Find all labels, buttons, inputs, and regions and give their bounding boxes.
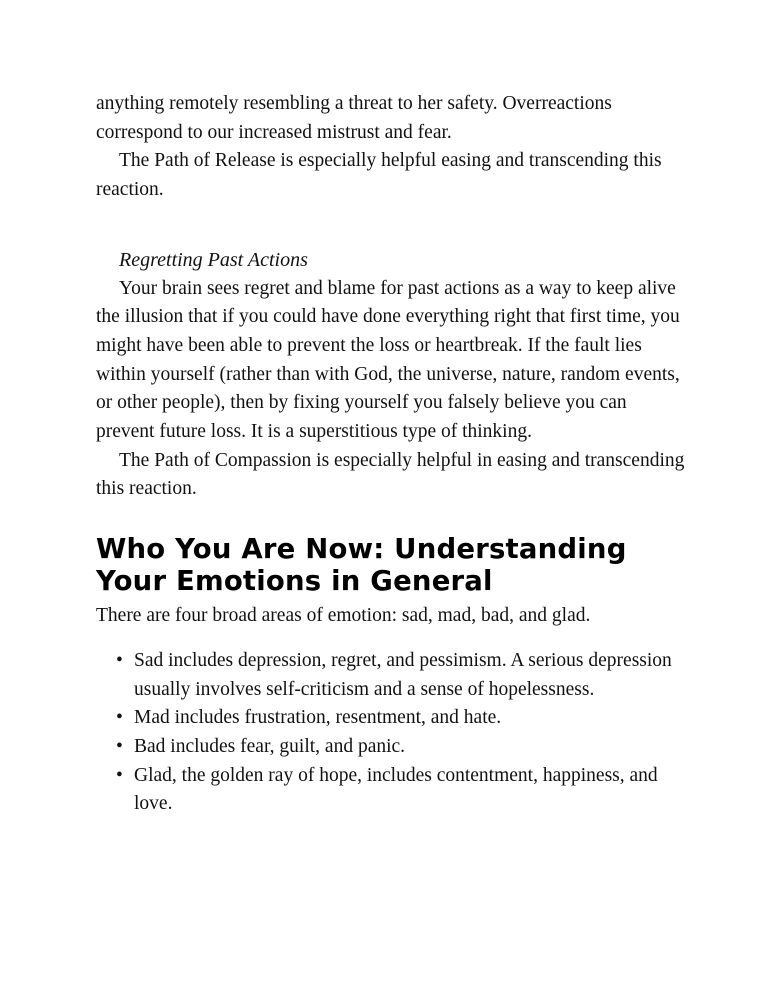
bullet-icon: • [116, 707, 123, 729]
document-page [96, 90, 686, 819]
list-item-text: Glad, the golden ray of hope, includes contentment, happiness, and love. [134, 764, 658, 815]
list-item-text: Mad includes frustration, resentment, and hate. [134, 707, 502, 729]
subheading-regret: Regretting Past Actions [119, 248, 308, 271]
list-item [116, 762, 686, 819]
list-item-text: Sad includes depression, regret, and pessimism. A serious depression usually involves self-criticism and a sense of hopelessness. [134, 649, 672, 700]
paragraph-release-1: anything remotely resembling a threat to her safety. Overreactions correspond to our increased mistrust and fear. [96, 93, 612, 143]
list-item [116, 704, 686, 733]
list-item [116, 733, 686, 762]
paragraph-emotions-intro: There are four broad areas of emotion: sad, mad, bad, and glad. [96, 605, 591, 627]
bullet-icon: • [116, 764, 123, 786]
emotion-list [96, 647, 686, 819]
bullet-icon: • [116, 735, 123, 757]
list-item [116, 647, 686, 704]
paragraph-regret-2: The Path of Compassion is especially helpful in easing and transcending this reaction. [96, 449, 685, 500]
list-item-text: Bad includes fear, guilt, and panic. [134, 735, 406, 757]
section-heading-emotions: Who You Are Now: Understanding Your Emotions in General [96, 533, 627, 598]
bullet-icon: • [116, 649, 123, 671]
paragraph-regret-1: Your brain sees regret and blame for past actions as a way to keep alive the illusion that if you could have done everything right that first time, you might have been able to prevent the loss or heartbreak. If the fault lies within yourself (rather than with God, the universe, nature, random events, or other people), then by fixing yourself you falsely believe you can prevent future loss. It is a superstitious type of thinking. [96, 277, 680, 443]
paragraph-release-2: The Path of Release is especially helpful easing and transcending this reaction. [96, 150, 662, 201]
